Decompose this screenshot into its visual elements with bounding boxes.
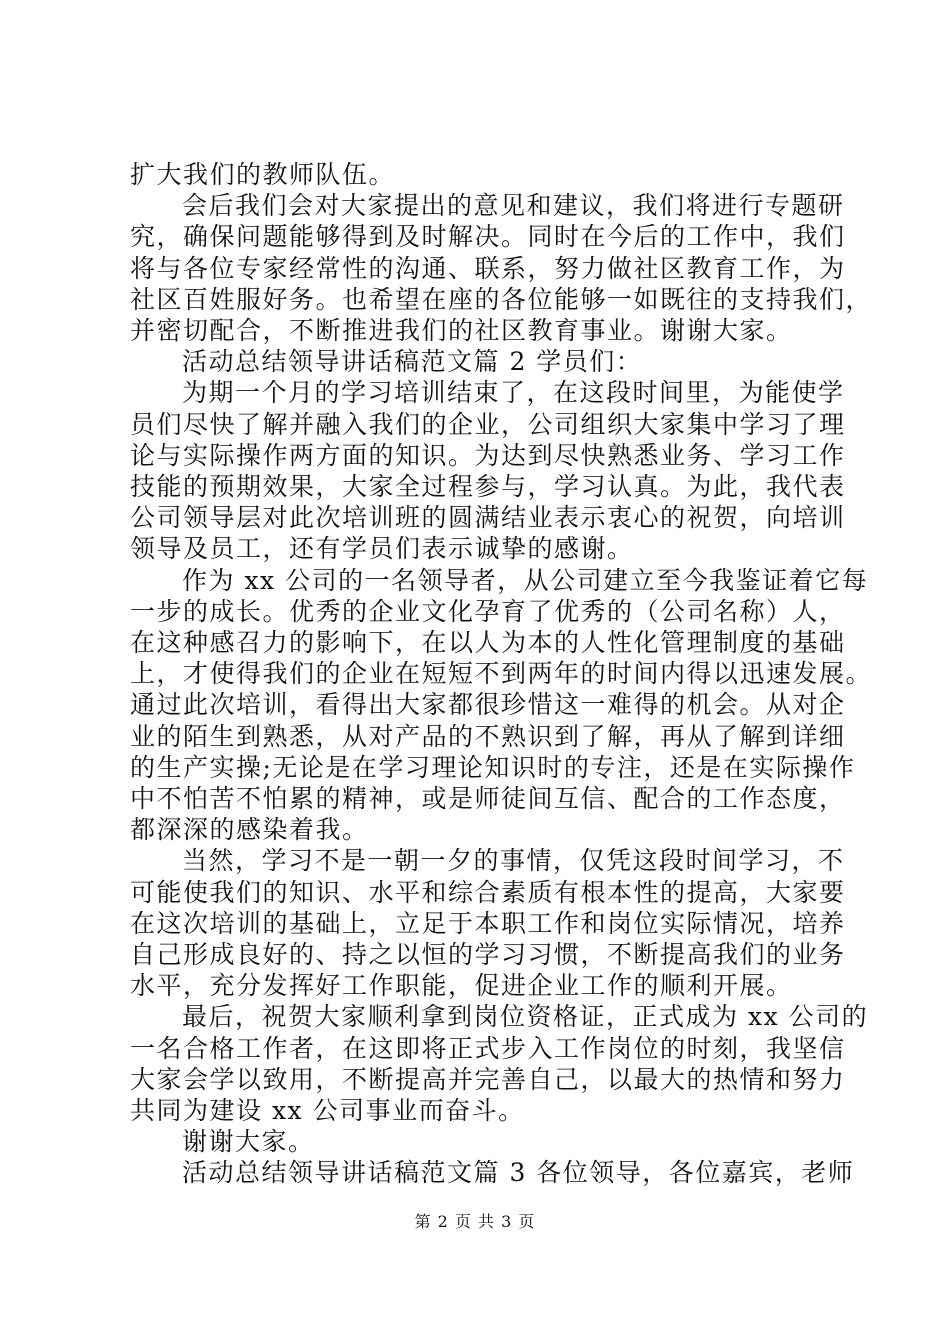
text-line: 自己形成良好的、持之以恒的学习习惯，不断提高我们的业务 [130, 940, 846, 969]
text-line: 共同为建设 xx 公司事业而奋斗。 [130, 1096, 525, 1125]
text-line: 究，确保问题能够得到及时解决。同时在今后的工作中，我们 [130, 222, 846, 252]
text-line: 上，才使得我们的企业在短短不到两年的时间内得以迅速发展。 [130, 659, 873, 689]
text-line: 将与各位专家经常性的沟通、联系，努力做社区教育工作，为 [130, 253, 846, 283]
text-line: 在这种感召力的影响下，在以人为本的人性化管理制度的基础 [130, 628, 846, 657]
text-line: 领导及员工，还有学员们表示诚挚的感谢。 [130, 534, 634, 564]
text-line: 公司领导层对此次培训班的圆满结业表示衷心的祝贺，向培训 [130, 503, 846, 533]
text-line: 技能的预期效果，大家全过程参与，学习认真。为此，我代表 [130, 472, 846, 501]
section-heading: 活动总结领导讲话稿范文篇 2 学员们： [182, 347, 643, 377]
text-line: 中不怕苦不怕累的精神，或是师徒间互信、配合的工作态度， [130, 784, 846, 813]
text-line: 扩大我们的教师队伍。 [130, 160, 396, 189]
text-line: 在这次培训的基础上，立足于本职工作和岗位实际情况，培养 [130, 908, 846, 938]
text-line: 通过此次培训，看得出大家都很珍惜这一难得的机会。从对企 [130, 690, 846, 720]
text-line: 可能使我们的知识、水平和综合素质有根本性的提高，大家要 [130, 877, 846, 907]
text-line: 论与实际操作两方面的知识。为达到尽快熟悉业务、学习工作 [130, 440, 846, 470]
text-line: 并密切配合，不断推进我们的社区教育事业。谢谢大家。 [130, 316, 793, 345]
paragraph-start: 当然，学习不是一朝一夕的事情，仅凭这段时间学习，不 [182, 846, 845, 876]
page-footer: 第 2 页 共 3 页 [414, 1212, 536, 1231]
text-line: 都深深的感染着我。 [130, 815, 369, 845]
text-line: 一名合格工作者，在这即将正式步入工作岗位的时刻，我坚信 [130, 1033, 846, 1063]
paragraph-start: 谢谢大家。 [182, 1127, 315, 1157]
text-line: 一步的成长。优秀的企业文化孕育了优秀的（公司名称）人， [130, 596, 846, 626]
text-line: 员们尽快了解并融入我们的企业，公司组织大家集中学习了理 [130, 409, 846, 439]
text-line: 社区百姓服好务。也希望在座的各位能够一如既往的支持我们， [130, 284, 873, 314]
paragraph-start: 会后我们会对大家提出的意见和建议，我们将进行专题研 [182, 191, 845, 221]
text-line: 业的陌生到熟悉，从对产品的不熟识到了解，再从了解到详细 [130, 721, 846, 751]
text-line: 大家会学以致用，不断提高并完善自己，以最大的热情和努力 [130, 1064, 846, 1094]
text-line: 的生产实操;无论是在学习理论知识时的专注，还是在实际操作 [130, 752, 856, 782]
paragraph-start: 最后，祝贺大家顺利拿到岗位资格证，正式成为 xx 公司的 [182, 1002, 869, 1032]
text-line: 水平，充分发挥好工作职能，促进企业工作的顺利开展。 [130, 971, 793, 1001]
section-heading: 活动总结领导讲话稿范文篇 3 各位领导，各位嘉宾，老师 [182, 1158, 855, 1188]
paragraph-start: 作为 xx 公司的一名领导者，从公司建立至今我鉴证着它每 [182, 565, 869, 595]
paragraph-start: 为期一个月的学习培训结束了，在这段时间里，为能使学 [182, 378, 845, 408]
